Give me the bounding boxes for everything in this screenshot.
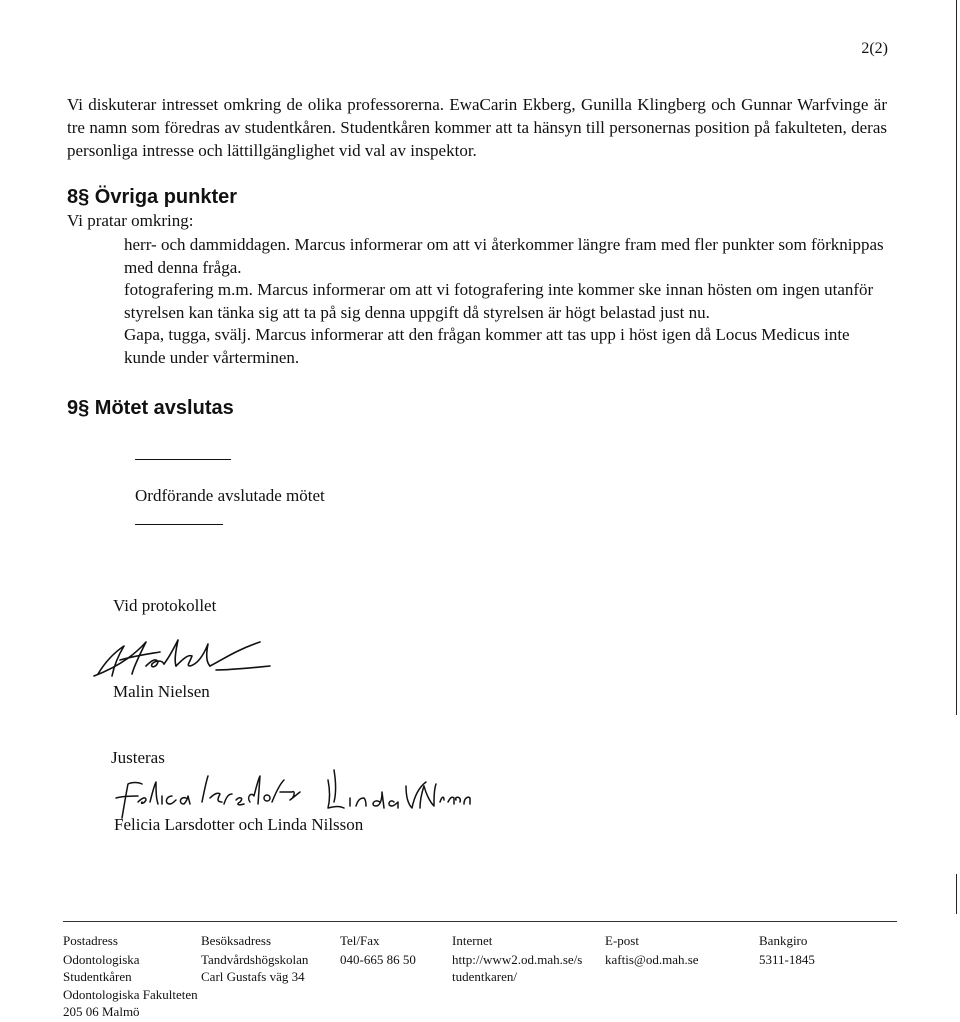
agenda-item: herr- och dammiddagen. Marcus informerar om att vi återkommer längre fram med fler punkter som förknippas med denna fråga. <box>124 235 884 277</box>
section-8-items <box>124 234 892 369</box>
footer-email <box>605 932 699 968</box>
footer-line: Odontologiska Fakulteten <box>63 986 198 1002</box>
footer-phone <box>340 932 416 968</box>
adjusters-name: Felicia Larsdotter och Linda Nilsson <box>114 815 364 834</box>
margin-line <box>956 874 957 914</box>
footer-line: Carl Gustafs väg 34 <box>201 969 305 984</box>
footer-header: Besöksadress <box>201 933 272 948</box>
signature-line <box>135 459 231 460</box>
adjusted-label: Justeras <box>111 748 165 767</box>
footer-header: Postadress <box>63 933 118 948</box>
margin-line <box>956 0 957 715</box>
footer-header: Tel/Fax <box>340 933 380 948</box>
footer-line: http://www2.od.mah.se/s <box>452 951 583 967</box>
intro-paragraph: Vi diskuterar intresset omkring de olika professorerna. EwaCarin Ekberg, Gunilla Klingberg och Gunnar Warfvinge är tre namn som föredras av studentkåren. Studentkåren kommer att ta hänsyn till personernas position på fakulteten, deras personliga intresse och lättillgänglighet vid val av inspektor. <box>67 95 887 160</box>
footer-header: E-post <box>605 933 639 948</box>
footer-line: kaftis@od.mah.se <box>605 951 699 967</box>
footer-line: 205 06 Malmö <box>63 1004 140 1019</box>
section-9-heading: 9§ Mötet avslutas <box>67 397 234 419</box>
footer-line: 040-665 86 50 <box>340 951 416 967</box>
secretary-name: Malin Nielsen <box>113 682 210 701</box>
signature-line <box>135 524 223 525</box>
chair-text: Ordförande avslutade mötet <box>135 486 325 505</box>
page-number: 2(2) <box>861 40 888 57</box>
agenda-item: fotografering m.m. Marcus informerar om att vi fotografering inte kommer ske innan hösten om ingen utanför styrelsen kan tänka sig att ta på sig denna uppgift då styrelsen är högt belastad just nu. <box>124 280 874 322</box>
footer-line: Tandvårdshögskolan <box>201 951 309 967</box>
footer-line: tudentkaren/ <box>452 969 517 984</box>
footer-line: Studentkåren <box>63 969 132 984</box>
section-8-label: Vi pratar omkring: <box>67 211 194 230</box>
protocol-label: Vid protokollet <box>113 596 217 615</box>
footer-rule <box>63 921 897 922</box>
footer-bankgiro <box>759 932 815 968</box>
footer-visiting-address <box>201 932 308 986</box>
section-8-heading: 8§ Övriga punkter <box>67 186 238 208</box>
agenda-item: Gapa, tugga, svälj. Marcus informerar att den frågan kommer att tas upp i höst igen då Locus Medicus inte kunde under vårterminen. <box>124 325 850 367</box>
footer-header: Internet <box>452 933 493 948</box>
footer-line: Odontologiska <box>63 951 140 967</box>
footer-internet <box>452 932 582 986</box>
secretary-signature <box>90 630 275 685</box>
footer-line: 5311-1845 <box>759 951 815 967</box>
footer-postal-address <box>63 932 198 1021</box>
footer-header: Bankgiro <box>759 933 808 948</box>
